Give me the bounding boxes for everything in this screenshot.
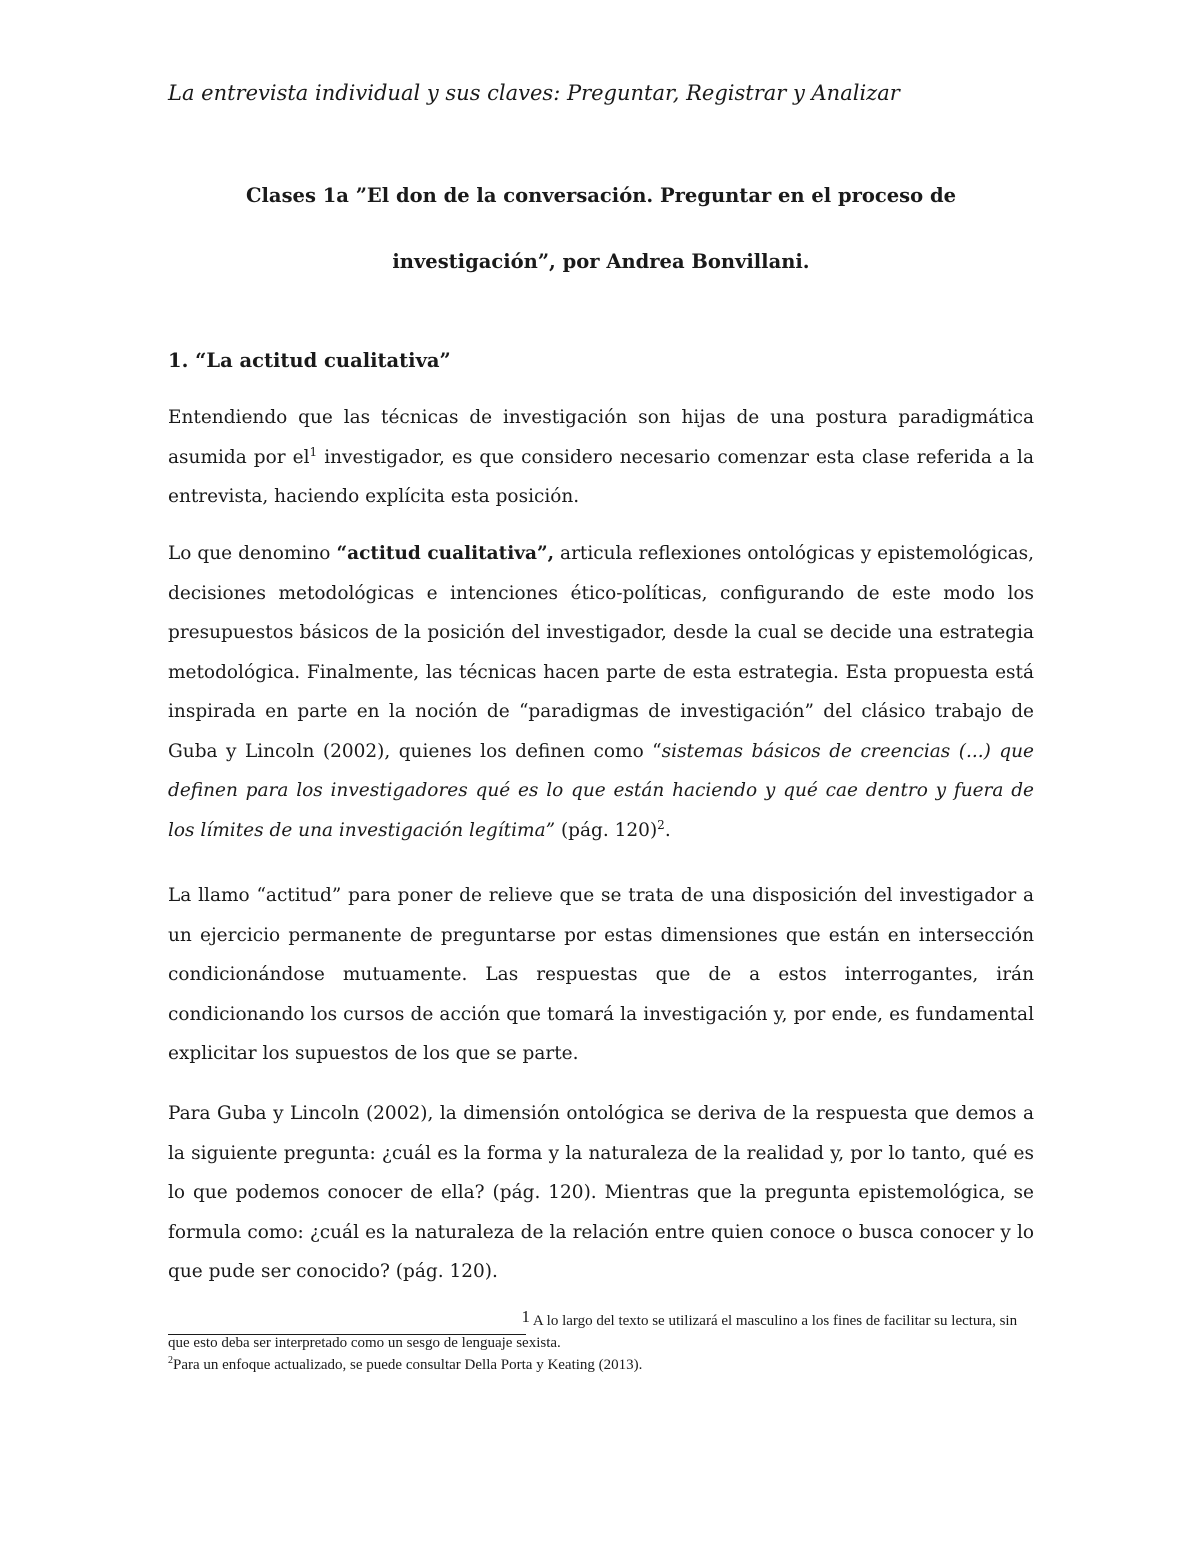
paragraph-1	[168, 398, 1034, 517]
paragraph-2-text-b: articula reflexiones ontológicas y epistemológicas, decisiones metodológicas e intenciones ético-políticas, configurando de este modo los presupuestos básicos de la posición del investigador, desde la cual se decide una estrategia metodológica. Finalmente, las técnicas hacen parte de esta estrategia. Esta propuesta está inspirada en parte en la noción de “paradigmas de investigación” del clásico trabajo de Guba y Lincoln (2002), quienes los definen como “	[168, 543, 1034, 762]
footnote-1-marker: 1	[521, 1307, 530, 1326]
paragraph-2-text-d: .	[664, 819, 671, 841]
footnote-2-marker: 2	[168, 1355, 173, 1366]
running-header: La entrevista individual y sus claves: Preguntar, Registrar y Analizar	[168, 81, 900, 105]
paragraph-2-text-c: (pág. 120)	[555, 819, 658, 841]
paragraph-3: La llamo “actitud” para poner de relieve que se trata de una disposición del investigador a un ejercicio permanente de preguntarse por estas dimensiones que están en intersección condicionándose mutuamente. Las respuestas que de a estos interrogantes, irán condicionando los cursos de acción que tomará la investigación y, por ende, es fundamental explicitar los supuestos de los que se parte.	[168, 885, 1034, 1064]
paragraph-2-bold-term: “actitud cualitativa”,	[336, 543, 555, 564]
paragraph-1-text-a: Entendiendo que las técnicas de investigación son hijas de una postura paradigmática asumida por el	[168, 407, 1034, 468]
paragraph-2-text-a: Lo que denomino	[168, 543, 337, 564]
footnote-2-text: Para un enfoque actualizado, se puede consultar Della Porta y Keating (2013).	[173, 1357, 643, 1373]
paragraph-2	[168, 534, 1034, 850]
document-title-line-2: investigación”, por Andrea Bonvillani.	[392, 250, 810, 273]
footnote-1-text: A lo largo del texto se utilizará el masculino a los fines de facilitar su lectura, sin que esto deba ser interpretado como un sesgo de lenguaje sexista.	[168, 1313, 1018, 1351]
footnote-ref-2: 2	[657, 817, 665, 832]
footnote-2	[168, 1354, 1034, 1376]
footnote-1	[168, 1306, 1034, 1354]
document-title-line-1: Clases 1a ”El don de la conversación. Preguntar en el proceso de	[246, 184, 956, 207]
paragraph-2-quote: sistemas básicos de creencias (...) que definen para los investigadores qué es lo que están haciendo y qué cae dentro y fuera de los límites de una investigación legítima”	[168, 740, 1034, 841]
paragraph-4: Para Guba y Lincoln (2002), la dimensión ontológica se deriva de la respuesta que demos a la siguiente pregunta: ¿cuál es la forma y la naturaleza de la realidad y, por lo tanto, qué es lo que podemos conocer de ella? (pág. 120). Mientras que la pregunta epistemológica, se formula como: ¿cuál es la naturaleza de la relación entre quien conoce o busca conocer y lo que pude ser conocido? (pág. 120).	[168, 1103, 1034, 1282]
footnotes	[168, 1306, 1034, 1376]
footnote-ref-1: 1	[309, 444, 318, 459]
section-heading: 1. “La actitud cualitativa”	[168, 349, 451, 372]
document-title	[168, 163, 1034, 295]
paragraph-1-text-b: investigador, es que considero necesario comenzar esta clase referida a la entrevista, haciendo explícita esta posición.	[168, 446, 1034, 507]
